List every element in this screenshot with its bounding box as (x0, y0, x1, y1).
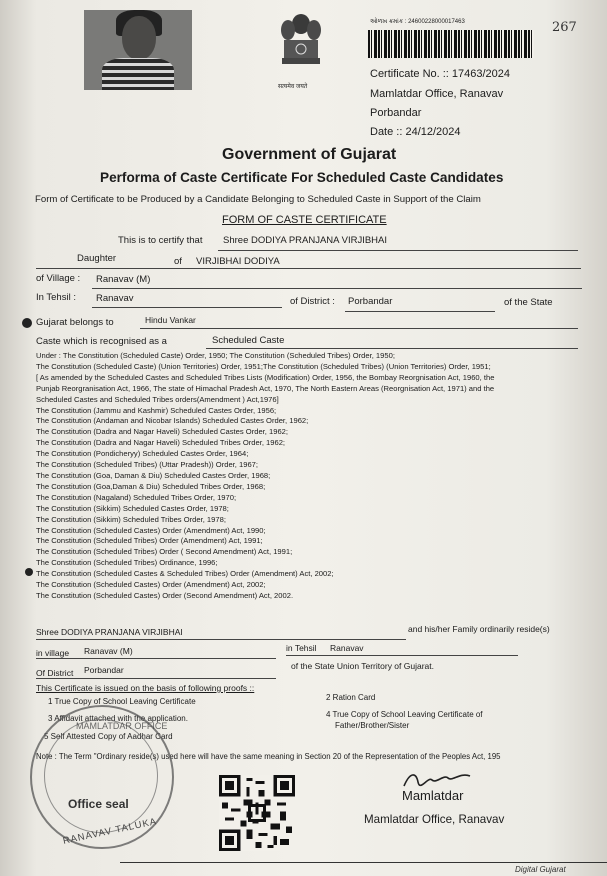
res-state-text: of the State Union Territory of Gujarat. (291, 661, 434, 671)
handwritten-number: 267 (552, 20, 577, 35)
father-name: VIRJIBHAI DODIYA (196, 256, 280, 267)
order-line: The Constitution (Andaman and Nicobar Islands) Scheduled Castes Order, 1962; (36, 416, 309, 426)
order-line: The Constitution (Scheduled Castes) Order (Second Amendment) Act, 2002. (36, 590, 294, 600)
res-district-value: Porbandar (84, 665, 124, 675)
family-text: and his/her Family ordinarily reside(s) (408, 624, 550, 634)
form-caste-heading: FORM OF CASTE CERTIFICATE (222, 214, 387, 226)
seal-text: Office seal (68, 797, 129, 811)
barcode (368, 30, 534, 58)
category-value: Scheduled Caste (212, 335, 285, 346)
signatory-title: Mamlatdar (402, 788, 464, 803)
tehsil-label: In Tehsil : (36, 292, 76, 303)
order-line: The Constitution (Scheduled Tribes) Order (Amendment) Act, 1991; (36, 536, 263, 546)
of-label: of (174, 256, 182, 267)
relation: Daughter (77, 253, 117, 264)
proof-3: 3 Affidavit attached with the application. (48, 714, 188, 723)
certificate-date: Date :: 24/12/2024 (370, 126, 461, 138)
order-line: The Constitution (Goa,Daman & Diu) Scheduled Tribes Order, 1968; (36, 481, 266, 491)
order-line: The Constitution (Jammu and Kashmir) Scheduled Castes Order, 1956; (36, 405, 277, 415)
res-village-label: in village (36, 648, 70, 658)
form-subtitle: Form of Certificate to be Produced by a Candidate Belonging to Scheduled Caste in Support of the Claim (35, 194, 481, 205)
order-line: The Constitution (Pondicheryy) Scheduled Castes Order, 1964; (36, 449, 249, 459)
proof-5: 5 Self Attested Copy of Aadhar Card (44, 732, 173, 741)
government-title: Government of Gujarat (222, 146, 397, 163)
performa-title: Performa of Caste Certificate For Scheduled Caste Candidates (100, 170, 504, 185)
office-name: Mamlatdar Office, Ranavav (370, 88, 504, 100)
order-line: The Constitution (Dadra and Nagar Haveli) Scheduled Tribes Order, 1962; (36, 438, 286, 448)
res-district-label: Of District (36, 668, 74, 678)
constitution-orders (36, 351, 596, 602)
order-line: The Constitution (Scheduled Tribes) Order ( Second Amendment) Act, 1991; (36, 547, 293, 557)
gujarat-label: Gujarat belongs to (36, 317, 114, 328)
order-line: Under : The Constitution (Scheduled Caste) Order, 1950; The Constitution (Scheduled Tribes) Order, 1950; (36, 351, 395, 360)
proofs-heading: This Certificate is issued on the basis of following proofs :: (36, 683, 255, 693)
resident-name: Shree DODIYA PRANJANA VIRJIBHAI (36, 627, 183, 637)
barcode-number: ઓળખ ક્રમાંક : 24600228000017463 (370, 19, 465, 25)
certificate-number: Certificate No. :: 17463/2024 (370, 68, 511, 80)
order-line: The Constitution (Scheduled Tribes) Ordinance, 1996; (36, 558, 218, 568)
order-line: The Constitution (Scheduled Castes & Scheduled Tribes) Order (Amendment) Act, 2002; (36, 569, 334, 579)
order-line: [ As amended by the Scheduled Castes and Scheduled Tribes Lists (Modification) Order, 1956, the Bombay Reorgnisation Act, 1960, the (36, 372, 495, 382)
proof-2: 2 Ration Card (326, 693, 376, 702)
res-tehsil-value: Ranavav (330, 643, 364, 653)
order-line: Scheduled Castes and Scheduled Tribes orders(Amendment ) Act,1976] (36, 394, 279, 404)
district-label: of District : (290, 296, 335, 307)
res-tehsil-label: in Tehsil (286, 643, 317, 653)
signatory-office: Mamlatdar Office, Ranavav (364, 813, 505, 826)
order-line: Punjab Reorgranisation Act, 1966, The state of Himachal Pradesh Act, 1970, The North Eastern Areas (Reorgnisation Act, 1971) and the (36, 383, 495, 393)
national-emblem-icon (276, 10, 326, 82)
proof-1: 1 True Copy of School Leaving Certificate (48, 697, 196, 706)
village-value: Ranavav (M) (96, 274, 151, 285)
order-line: The Constitution (Scheduled Castes) Order (Amendment) Act, 2002; (36, 580, 266, 590)
district-value: Porbandar (348, 296, 393, 307)
order-line: The Constitution (Scheduled Caste) (Union Territories) Order, 1951;The Constitution (Scheduled Tribes) (Union Territories) Order, 1951; (36, 361, 491, 371)
seal-top-text: MAMLATDAR OFFICE (76, 721, 168, 731)
order-line: The Constitution (Sikkim) Scheduled Castes Order, 1978; (36, 503, 229, 513)
village-label: of Village : (36, 273, 81, 284)
order-line: The Constitution (Scheduled Tribes) (Uttar Pradesh)) Order, 1967; (36, 460, 259, 470)
order-line: The Constitution (Sikkim) Scheduled Tribes Order, 1978; (36, 514, 226, 524)
seal-ring-text: RANAVAV TALUKA (61, 816, 159, 847)
state-label: of the State (504, 297, 553, 308)
qr-code (218, 775, 296, 851)
order-line: The Constitution (Goa, Daman & Diu) Scheduled Castes Order, 1968; (36, 470, 271, 480)
emblem-motto: सत्यमेव जयते (278, 84, 308, 90)
res-village-value: Ranavav (M) (84, 646, 133, 656)
digital-gujarat-label: Digital Gujarat (515, 865, 566, 874)
office-district: Porbandar (370, 107, 422, 119)
order-line: The Constitution (Dadra and Nagar Haveli) Scheduled Castes Order, 1962; (36, 427, 288, 437)
order-line: The Constitution (Scheduled Castes) Order (Amendment) Act, 1990; (36, 525, 266, 535)
recognised-label: Caste which is recognised as a (36, 336, 167, 347)
caste-value: Hindu Vankar (145, 315, 196, 325)
order-line: The Constitution (Nagaland) Scheduled Tribes Order, 1970; (36, 492, 237, 502)
candidate-name: Shree DODIYA PRANJANA VIRJIBHAI (223, 235, 388, 246)
certify-intro: This is to certify that (118, 235, 203, 246)
proof-4a: 4 True Copy of School Leaving Certificate of (326, 710, 483, 719)
tehsil-value: Ranavav (96, 293, 134, 304)
applicant-photo (84, 10, 192, 90)
note-text: Note : The Term "Ordinary reside(s) used here will have the same meaning in Section 20 of the Representation of the Peoples Act, 195 (36, 752, 501, 761)
proof-4b: Father/Brother/Sister (335, 721, 410, 730)
